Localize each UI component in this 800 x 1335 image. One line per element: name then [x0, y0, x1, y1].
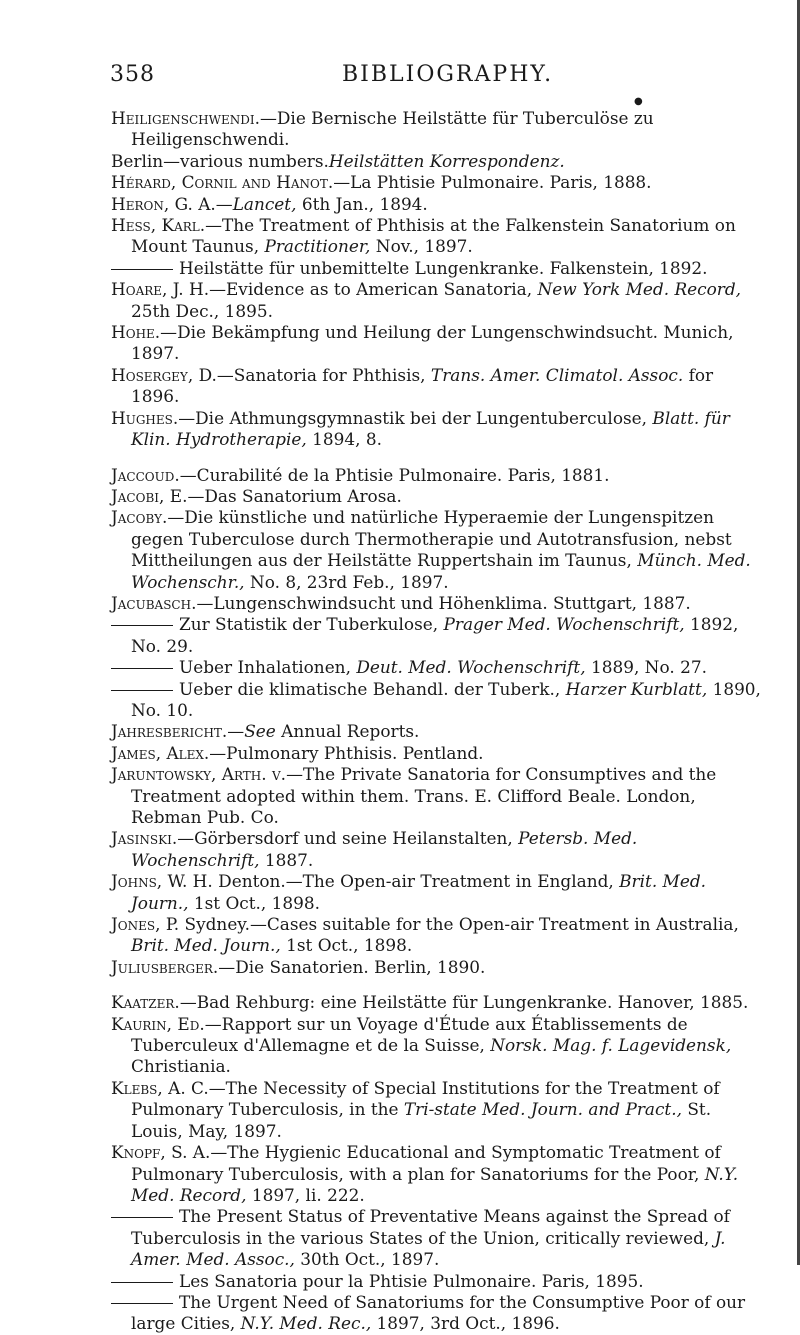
- entry-journal: Norsk. Mag. f. Lagevidensk,: [490, 1035, 732, 1056]
- entry-text: —Görbersdorf und seine Heilanstalten,: [177, 828, 519, 849]
- entry-journal: N.Y. Med. Rec.,: [240, 1313, 372, 1334]
- entry-text: —Pulmonary Phthisis. Pentland.: [209, 742, 484, 763]
- entry-author: Hughes.: [111, 407, 179, 428]
- entry-text: —The Hygienic Educational and Symptomatic Treatment of Pulmonary Tuberculosis, with a plan for Sanatoriums for the Poor,: [131, 1142, 721, 1184]
- entry-text: Heilstätte für unbemittelte Lungenkranke. Falkenstein, 1892.: [179, 257, 708, 278]
- entry-details: 1897, 3rd Oct., 1896.: [371, 1313, 560, 1334]
- entry-journal: Heilstätten Korrespondenz.: [328, 150, 565, 171]
- entry-details: 6th Jan., 1894.: [296, 193, 428, 214]
- bibliography-entry: [111, 992, 766, 1013]
- entry-author: Juliusberger.: [111, 956, 219, 977]
- entry-journal: Prager Med. Wochenschrift,: [443, 614, 685, 635]
- bibliography-entry: [111, 215, 766, 258]
- entry-author: Jacobi, E.: [111, 485, 188, 506]
- entry-author: Jaccoud.: [111, 464, 180, 485]
- entry-author: Hoare, J. H.: [111, 279, 210, 300]
- entry-text: Zur Statistik der Tuberkulose,: [179, 614, 444, 635]
- entry-author: Jasinski.: [111, 828, 178, 849]
- entry-journal: Trans. Amer. Climatol. Assoc.: [430, 364, 684, 385]
- entry-text: —Die künstliche und natürliche Hyperaemie der Lungenspitzen gegen Tuberculose durch Thermotherapie und Autotransfusion, nebst Mittheilungen aus der Heilstätte Ruppertshain im Taunus,: [131, 507, 732, 571]
- entry-details: 1887.: [259, 849, 314, 870]
- entry-author: Klebs, A. C.: [111, 1077, 209, 1098]
- entry-text: —Das Sanatorium Arosa.: [187, 485, 402, 506]
- bibliography-entry: [111, 614, 766, 657]
- entry-text: Berlin—various numbers.: [111, 150, 329, 171]
- entry-text: —Curabilité de la Phtisie Pulmonaire. Paris, 1881.: [179, 464, 610, 485]
- bibliography-entry: [111, 1014, 766, 1078]
- entry-text: —: [227, 721, 245, 742]
- entry-text: —Bad Rehburg: eine Heilstätte für Lungenkranke. Hanover, 1885.: [179, 992, 749, 1013]
- entry-journal: Tri-state Med. Journ. and Pract.,: [403, 1099, 682, 1120]
- entry-journal: Harzer Kurblatt,: [565, 678, 708, 699]
- entry-text: —Die Athmungsgymnastik bei der Lungentuberculose,: [178, 407, 653, 428]
- entry-details: 1897, li. 222.: [246, 1184, 365, 1205]
- entry-text: —Die Sanatorien. Berlin, 1890.: [218, 956, 486, 977]
- entry-author: Jacoby.: [111, 507, 168, 528]
- entry-text: Ueber Inhalationen,: [179, 657, 357, 678]
- page-number: 358: [110, 62, 155, 87]
- entry-text: Ueber die klimatische Behandl. der Tuberk.,: [179, 678, 566, 699]
- bibliography-entry: [111, 322, 766, 365]
- bibliography-entry: [111, 1078, 766, 1142]
- entry-details: 1890, No. 10.: [131, 678, 761, 720]
- entry-details: 1st Oct., 1898.: [280, 935, 413, 956]
- entry-text: —La Phtisie Pulmonaire. Paris, 1888.: [333, 172, 652, 193]
- ditto-dash: [111, 269, 173, 270]
- entry-details: for 1896.: [131, 364, 714, 407]
- bibliography-list: [111, 108, 766, 1335]
- entry-journal: Deut. Med. Wochenschrift,: [356, 657, 586, 678]
- entry-author: Jones, P.: [111, 914, 180, 935]
- entry-author: Jahresbericht.: [111, 721, 228, 742]
- bibliography-entry: [111, 258, 766, 279]
- entry-text: —Die Bernische Heilstätte für Tuberculöse zu Heiligenschwendi.: [131, 108, 654, 150]
- entry-text: —Rapport sur un Voyage d'Étude aux Établissements de Tuberculeux d'Allemagne et de la Suisse,: [131, 1013, 688, 1056]
- entry-journal: Brit. Med. Journ.,: [131, 871, 707, 913]
- entry-text: Sydney.—Cases suitable for the Open-air Treatment in Australia,: [179, 914, 739, 935]
- bibliography-entry: [111, 408, 766, 451]
- running-header: [110, 62, 750, 98]
- bibliography-entry: [111, 764, 766, 828]
- entry-text: —Evidence as to American Sanatoria,: [209, 279, 538, 300]
- ditto-dash: [111, 1282, 173, 1283]
- page-title: BIBLIOGRAPHY.: [342, 62, 554, 87]
- bibliography-entry: [111, 1271, 766, 1292]
- entry-text: —The Necessity of Special Institutions for the Treatment of Pulmonary Tuberculosis, in the: [131, 1077, 720, 1120]
- entry-details: 1894, 8.: [306, 429, 382, 450]
- entry-journal: Petersb. Med. Wochenschrift,: [131, 828, 638, 870]
- ditto-dash: [111, 625, 173, 626]
- entry-text: The Present Status of Preventative Means against the Spread of Tuberculosis in the various States of the Union, critically reviewed,: [131, 1206, 730, 1248]
- entry-author: Heron, G. A.: [111, 193, 216, 214]
- entry-author: Hérard, Cornil and Hanot.: [111, 172, 334, 193]
- entry-author: Heiligenschwendi.: [111, 108, 260, 128]
- bibliography-entry: [111, 172, 766, 193]
- entry-details: No. 8, 23rd Feb., 1897.: [244, 571, 449, 592]
- entry-journal: Münch. Med. Wochenschr.,: [131, 550, 751, 592]
- entry-details: Christiania.: [131, 1056, 231, 1077]
- bibliography-entry: [111, 507, 766, 593]
- ditto-dash: [111, 1217, 173, 1218]
- bibliography-entry: [111, 194, 766, 215]
- bibliography-entry: [111, 1206, 766, 1270]
- bibliography-entry: [111, 1292, 766, 1335]
- bibliography-entry: [111, 279, 766, 322]
- bibliography-entry: [111, 914, 766, 957]
- entry-details: 30th Oct., 1897.: [294, 1249, 440, 1270]
- entry-text: Les Sanatoria pour la Phtisie Pulmonaire. Paris, 1895.: [179, 1270, 644, 1291]
- bibliography-entry: [111, 957, 766, 978]
- bibliography-entry: [111, 151, 766, 172]
- bibliography-entry: [111, 365, 766, 408]
- entry-text: —The Private Sanatoria for Consumptives and the Treatment adopted within them. Trans. E. Clifford Beale. London, Rebman Pub. Co.: [131, 764, 717, 827]
- bibliography-entry: [111, 828, 766, 871]
- entry-journal: See: [244, 721, 276, 742]
- entry-journal: Lancet,: [232, 193, 297, 214]
- entry-details: Nov., 1897.: [370, 236, 473, 257]
- entry-author: James, Alex.: [111, 742, 210, 763]
- entry-author: Johns, W. H.: [111, 871, 213, 892]
- entry-text: —The Treatment of Phthisis at the Falkenstein Sanatorium on Mount Taunus,: [131, 215, 736, 257]
- ditto-dash: [111, 690, 173, 691]
- entry-text: Denton.—The Open-air Treatment in England,: [212, 871, 620, 892]
- entry-author: Hess, Karl.: [111, 215, 206, 236]
- bibliography-entry: [111, 108, 766, 151]
- bibliography-entry: [111, 465, 766, 486]
- entry-details: St. Louis, May, 1897.: [131, 1099, 712, 1141]
- entry-author: Jaruntowsky, Arth. v.: [111, 764, 287, 785]
- entry-text: —Sanatoria for Phthisis,: [216, 364, 431, 385]
- entry-details: Annual Reports.: [275, 721, 420, 742]
- entry-text: —Die Bekämpfung und Heilung der Lungenschwindsucht. Munich, 1897.: [131, 322, 734, 364]
- bibliography-entry: [111, 1142, 766, 1206]
- ditto-dash: [111, 1303, 173, 1304]
- entry-journal: New York Med. Record,: [537, 279, 742, 300]
- entry-details: 1892, No. 29.: [131, 614, 739, 656]
- bibliography-entry: [111, 871, 766, 914]
- entry-author: Hosergey, D.: [111, 364, 217, 385]
- entry-journal: Brit. Med. Journ.,: [131, 935, 281, 956]
- bibliography-entry: [111, 486, 766, 507]
- entry-details: 1st Oct., 1898.: [188, 892, 321, 913]
- entry-journal: N.Y. Med. Record,: [131, 1163, 739, 1205]
- entry-journal: Blatt. für Klin. Hydrotherapie,: [131, 407, 730, 450]
- entry-author: Kaurin, Ed.: [111, 1013, 205, 1034]
- entry-details: 25th Dec., 1895.: [131, 300, 273, 321]
- ditto-dash: [111, 668, 173, 669]
- entry-text: —: [215, 193, 233, 214]
- bibliography-entry: [111, 721, 766, 742]
- entry-author: Hohe.: [111, 322, 161, 343]
- entry-author: Kaatzer.: [111, 992, 180, 1013]
- bibliography-entry: [111, 593, 766, 614]
- entry-author: Knopf, S. A.: [111, 1142, 211, 1163]
- bibliography-entry: [111, 657, 766, 678]
- entry-author: Jacubasch.: [111, 592, 197, 613]
- bibliography-entry: [111, 743, 766, 764]
- entry-text: The Urgent Need of Sanatoriums for the Consumptive Poor of our large Cities,: [131, 1291, 746, 1334]
- entry-details: 1889, No. 27.: [585, 657, 707, 678]
- bullet-mark: ●: [634, 96, 643, 107]
- bibliography-entry: [111, 679, 766, 722]
- entry-journal: J. Amer. Med. Assoc.,: [131, 1227, 726, 1270]
- entry-journal: Practitioner,: [264, 236, 371, 257]
- entry-text: —Lungenschwindsucht und Höhenklima. Stuttgart, 1887.: [196, 592, 691, 613]
